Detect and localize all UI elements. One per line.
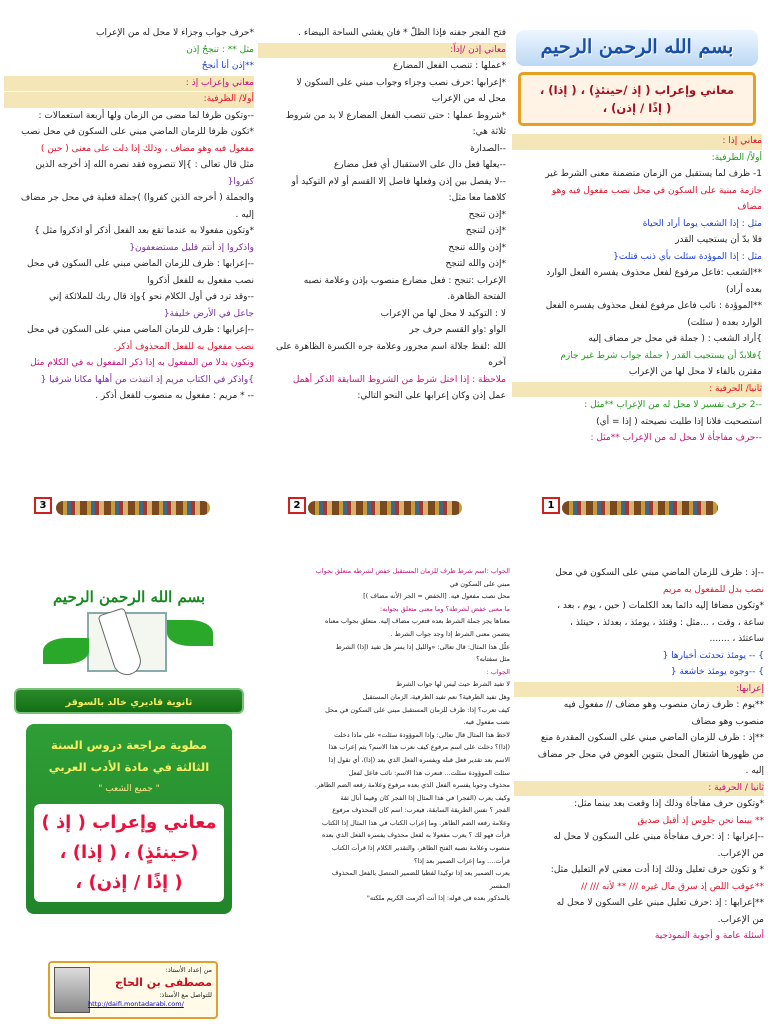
books-decoration bbox=[56, 501, 210, 515]
example-line: *إذن والله لتنجح bbox=[445, 259, 506, 269]
leaf-icon bbox=[167, 620, 213, 646]
text-line: نصب مفعول به للفعل أذكروا bbox=[147, 275, 254, 286]
example-line: *إذن لتنجح bbox=[465, 226, 506, 236]
example-line: } --وجوه يومئذ خاشعة { bbox=[670, 667, 764, 677]
text-line: إليه . bbox=[235, 209, 254, 220]
author-name: مصطفى بن الحاج bbox=[115, 976, 212, 989]
section-heading: معاني وإعراب إذ : bbox=[4, 76, 254, 92]
text-line: مثل قال تعالى : }إلا تنصروه فقد نصره الله إذ أخرجه الذين bbox=[35, 160, 254, 170]
books-decoration bbox=[308, 501, 462, 515]
text-line: ساعة ، وقت ، ...مثل : وقتئذ ، يومئذ ، بعدئذ ، حينئذ ، bbox=[569, 617, 764, 628]
text-line: مبني على السكون في bbox=[449, 579, 510, 588]
text-line: كيف تعرب؟ إذا: ظرف للزمان المستقبل مبني على السكون في محل bbox=[325, 705, 510, 714]
example-line: *إذن تنجح bbox=[468, 209, 506, 220]
text-line: نصب بدل للمفعول به مريم bbox=[663, 584, 764, 595]
text-line: *وتكون مضافا إليه دائما بعد الكلمات ( حين ، يوم ، بعد ، bbox=[557, 601, 764, 611]
text-line: عمل إذن وكان إعرابها على النحو التالي: bbox=[357, 391, 506, 401]
text-line: الفتحة الظاهرة. bbox=[447, 292, 506, 302]
text-line: *عملها : تنصب الفعل المضارع bbox=[393, 61, 506, 71]
text-line: لا تفيد الشرط حيث ليس لها جواب الشرط bbox=[396, 680, 510, 689]
text-line: فتح الفجر جفنه فإذا الظلّ * فان يغشي الساحة البيضاء . bbox=[298, 28, 506, 38]
text-line: --2 حرف تفسير لا محل له من الإعراب **مثل : bbox=[584, 400, 762, 410]
text-line: والجملة ( أخرجه الذين كفروا) )جملة فعلية في محل جر مضاف bbox=[20, 193, 254, 203]
author-box bbox=[48, 961, 218, 1019]
example-line: مثل : إذا الموؤدة سئلت بأي ذنب قتلت{ bbox=[613, 251, 762, 262]
bismillah-title: بسم الله الرحمن الرحيم bbox=[52, 588, 206, 606]
text-line: واذكروا إذ أنتم قليل مستضعفون{ bbox=[129, 242, 254, 253]
text-line: ساعتئذ ، ....... bbox=[709, 634, 764, 644]
text-line: جازمة مبنية على السكون في محل نصب مفعول فيه وهو bbox=[551, 185, 762, 196]
text-line: الوارد بعده ( سئلت) bbox=[687, 317, 762, 328]
text-line: نصب مفعول فيه. bbox=[463, 718, 510, 727]
text-line: الإعراب :تنجح : فعل مضارع منصوب بإذن وعلامة نصبه bbox=[303, 275, 506, 286]
lesson-title bbox=[518, 72, 756, 126]
text-line: *تكون ظرفا للزمان الماضي مبني على السكون في محل نصب bbox=[21, 127, 254, 137]
page-number: 3 bbox=[34, 497, 52, 514]
text-line: الواو :واو القسم حرف جر bbox=[409, 325, 506, 335]
section-heading: أولاً/ الظرفية: bbox=[711, 152, 762, 163]
text-line: استصحبت فلانا إذا طلبت نصيحته ( إذا = أي) bbox=[596, 416, 762, 427]
text-line: --لا يفصل بين إذن وفعلها فاصل إلا القسم أو لام التوكيد أو bbox=[291, 176, 506, 187]
text-line: نصب مفعول به للفعل المحذوف أذكر. bbox=[113, 341, 254, 352]
text-line: علّل هذا المثال: قال تعالى: «والليل إذا يسرِ هل تفيد (إذا) الشرط bbox=[335, 642, 510, 651]
author-url-link[interactable]: http://daifi.montadarabi.com/ bbox=[88, 1000, 184, 1008]
text-line: **إعرابها : إذ :حرف تعليل مبني على السكون لا محل له bbox=[556, 898, 764, 908]
book-footer bbox=[258, 495, 506, 521]
text-line: مضاف bbox=[737, 202, 762, 212]
text-line: **الموؤدة : نائب فاعل مرفوع لفعل محذوف يفسره الفعل bbox=[545, 301, 762, 311]
text-line: --إعرابها : إذ :حرف مفاجأة مبني على السكون لا محل له bbox=[553, 832, 764, 842]
text-line: لاحظ هذا المثال قال تعالى: وإذا الموؤودة سئلت» على ماذا دخلت bbox=[334, 730, 510, 739]
school-name: ثانوية قاديري خالد بالسوقر bbox=[14, 688, 244, 714]
text-line: يعرب الضمير بعد إذا توكيدا لفظيا للضمير المتصل بالفعل المحذوف bbox=[331, 869, 510, 878]
cover-lesson-line: ( إذًا / إذن) ، bbox=[75, 872, 183, 893]
pen-logo bbox=[29, 610, 229, 682]
text-line: سئلت الموؤودة سئلت... فنعرب هذا الاسم: نائب فاعل لفعل bbox=[348, 768, 510, 777]
example-line: } -- يومئذ تحدثت أخبارها { bbox=[662, 650, 764, 661]
text-line: جاعل في الأرض خليفة{ bbox=[163, 308, 254, 319]
text-line: ثلاثة هي: bbox=[472, 127, 506, 137]
text-line: الجواب : bbox=[486, 667, 510, 676]
example-line: ** بينما نحن جلوس إذ أقبل صديق bbox=[637, 815, 764, 826]
text-line: مقترن بالفاء لا محل لها من الإعراب bbox=[628, 367, 762, 377]
text-line: *إعرابها :حرف نصب وجزاء وجواب مبني على السكون لا bbox=[296, 77, 506, 88]
books-decoration bbox=[562, 501, 718, 515]
section-heading: أسئلة عامة و أجوبة النموذجية bbox=[654, 931, 764, 941]
author-photo bbox=[54, 967, 90, 1013]
cover-lesson-title bbox=[34, 804, 224, 902]
example-line: **عوقب اللص إذ سرق مال غيره /// ** لأنه /// // bbox=[581, 881, 764, 892]
page-number: 2 bbox=[288, 497, 306, 514]
book-footer bbox=[4, 495, 254, 521]
text-line: كفروا{ bbox=[227, 176, 254, 187]
text-line: الجواب :اسم شرط ظرف للزمان المستقبل خفض لشرطه متعلق بجواب bbox=[315, 567, 510, 575]
text-line: مفعول فيه وهو مضاف ، وذلك إذا دلت على معنى ( حين ) bbox=[40, 143, 254, 154]
section-heading: معاني إذن /إذاً: bbox=[258, 43, 506, 59]
page-3 bbox=[4, 26, 254, 521]
text-line: --يعلها فعل دال على الاستقبال أي فعل مضارع bbox=[333, 160, 506, 170]
text-line: من الإعراب. bbox=[717, 848, 764, 859]
page-2 bbox=[258, 26, 506, 521]
text-line: *حرف جواب وجزاء لا محل له من الإعراب bbox=[96, 28, 254, 38]
text-line: معناها يجر جملة الشرط بعده فتعرب مضاف إليه. متعلق بجواب معناه bbox=[324, 617, 510, 626]
text-line: * و تكون حرف تعليل وذلك إذا أدت معنى لام التعليل مثل: bbox=[550, 865, 764, 875]
text-line: --الصدارة bbox=[470, 143, 506, 154]
text-line: *وتكون حرف مفاجأة وذلك إذا وقعت بعد بينما مثل: bbox=[574, 799, 764, 809]
example-line: *إذن والله تنجح bbox=[448, 242, 506, 253]
section-heading: معاني إذا : bbox=[512, 134, 762, 150]
section-heading: إعرابها: bbox=[514, 682, 764, 698]
leaf-icon bbox=[43, 638, 89, 664]
text-line: لا : التوكيد لا محل لها من الإعراب bbox=[380, 308, 506, 319]
text-line: --إذ : ظرف للزمان الماضي مبني على السكون في محل bbox=[555, 568, 764, 578]
page-4 bbox=[514, 566, 764, 1022]
book-footer bbox=[512, 495, 762, 521]
text-line: --حرف مفاجأة لا محل له من الإعراب **مثل : bbox=[590, 433, 762, 443]
text-line: الله :لفظ جلالة اسم مجرور وعلامة جره الكسرة الظاهرة على bbox=[275, 341, 506, 352]
prepared-by-label: من إعداد الأستاذ: bbox=[165, 966, 212, 974]
text-line: *وتكون مفعولا به عندما تقع بعد الفعل أذكر أو اذكروا مثل } bbox=[34, 226, 254, 236]
cover-subtitle: " جميع الشعب " bbox=[98, 784, 160, 794]
text-line: يتضمن معنى الشرط إذا وجد جواب الشرط . bbox=[390, 629, 510, 638]
text-line: محذوف وجوبا يفسره الفعل الذي بعده مرفوع وعلامة رفعه الضم الظاهر. bbox=[314, 781, 510, 790]
text-line: محل نصب مفعول فيه. [الخفض = الجر (لأنه مضاف )] bbox=[363, 592, 510, 601]
text-line: 1- ظرف لما يستقبل من الزمان متضمنة معنى الشرط غير bbox=[545, 169, 762, 179]
page-number: 1 bbox=[542, 497, 560, 514]
text-line: من الإعراب. bbox=[717, 914, 764, 925]
text-line: الاسم بعد تقدير فعل قبله ويفسره الفعل الذي بعد (إذا)، أي تقول إذا bbox=[328, 755, 510, 764]
cover-lesson-line: معاني وإعراب ( إذ ) bbox=[41, 812, 217, 833]
text-line: --إعرابها : ظرف للزمان الماضي مبني على السكون في محل bbox=[26, 325, 254, 335]
text-line: --وتكون ظرفا لما مضى من الزمان ولها أربعة استعمالات : bbox=[38, 110, 254, 121]
contact-label: للتواصل مع الأستاذ: bbox=[159, 991, 212, 999]
text-line: }واذكر في الكتاب مريم إذ انتبذت من أهلها مكانا شرقيا { bbox=[40, 374, 254, 385]
section-heading: ثانيا / الحرفية : bbox=[514, 781, 764, 797]
section-heading: أولا/ الظرفية: bbox=[4, 92, 254, 108]
text-line: المفسر bbox=[489, 881, 510, 890]
text-line: وعلامة رفعه الضم الظاهر. وما إعراب الكتاب في هذا المثال إذا الكتاب bbox=[322, 818, 510, 827]
cover-title-line: الثالثة في مادة الأدب العربي bbox=[48, 760, 210, 774]
text-line: }فلابدّ أن يستجيب القدر ( جملة جواب شرط غير جازم bbox=[560, 350, 762, 361]
example-line: مثل ** : تنجحُ إذن bbox=[186, 44, 254, 55]
page-1 bbox=[512, 26, 762, 521]
text-line: وهل تفيد الظرفية؟ نعم تفيد الظرفية، الزمان المستقبل bbox=[362, 692, 510, 701]
text-line: **الشعب :فاعل مرفوع لفعل محذوف يفسره الفعل الوارد bbox=[546, 268, 762, 278]
cover-page bbox=[4, 566, 254, 1022]
section-heading: ثانيا/ الحرفية : bbox=[512, 382, 762, 398]
text-line: منصوب وعلامة نصبه الفتح الظاهر، والتقدير الكلام إذا قرأت الكتاب bbox=[331, 844, 510, 853]
text-line: وتكون بدلا من المفعول به إذا ذكر المفعول به في الكلام مثل bbox=[30, 358, 254, 368]
text-line: قرأت فهو لك ؟ يعرب مفعولا به لفعل محذوف يفسره الفعل الذي بعده bbox=[321, 831, 510, 840]
text-line: كلاهما معا مثل: bbox=[448, 193, 506, 203]
text-line: --وقد ترد في أول الكلام نحو }وإذ قال ربك للملائكة إني bbox=[49, 292, 254, 302]
text-line: (إذا)؟ دخلت على اسم مرفوع كيف نعرب هذا الاسم؟ يتم إعراب هذا bbox=[328, 743, 510, 752]
text-line: وكيف يعرب (الفجر) في هذا المثال إذا الفجر كان وفيما أنال ثقة bbox=[340, 793, 510, 802]
text-line: آخره bbox=[488, 358, 506, 368]
page-5 bbox=[258, 566, 510, 1022]
title-line: ( إذًا / إذن) ، bbox=[602, 101, 672, 115]
text-line: *شروط عملها : حتى تنصب الفعل المضارع لا بد من شروط bbox=[285, 110, 506, 121]
text-line: بالمذكور بعده في قوله: إذا أنت أكرمت الكريم ملكته" bbox=[366, 894, 510, 903]
cover-title-line: مطوية مراجعة دروس السنة bbox=[51, 738, 207, 752]
text-line: }أراد الشعب : ( جملة في محل جر مضاف إليه bbox=[588, 334, 762, 344]
example-line: **إذن أنا أنجحُ bbox=[201, 61, 254, 71]
example-line: فلا بدّ أن يستجيب القدر bbox=[675, 235, 762, 245]
text-line: إليه . bbox=[745, 766, 764, 776]
text-line: قرأت.... وما إعراب الضمير بعد إذا؟ bbox=[413, 856, 510, 865]
example-line: مثل : إذا الشعب يوما أراد الحياة bbox=[642, 218, 762, 229]
text-line: **إذ : ظرف للزمان الماضي مبني على السكون المقدرة منع bbox=[540, 733, 764, 743]
bismillah-banner: بسم الله الرحمن الرحيم bbox=[516, 30, 758, 66]
text-line: بعده أراد) bbox=[725, 284, 762, 295]
text-line: محل له من الإعراب bbox=[431, 94, 506, 104]
text-line: --إعرابها : ظرف للزمان الماضي مبني على السكون في محل bbox=[26, 259, 254, 269]
text-line: الفجر ؟ نفس الطريقة السابقة، فيعرب: اسم كان المحذوف مرفوع bbox=[332, 806, 510, 815]
text-line: ملاحظة : إذا اختل شرط من الشروط السابقة الذكر أهمل bbox=[292, 374, 506, 385]
text-line: ما معنى خفض لشرطه؟ وما معنى متعلق بجوابه: bbox=[379, 604, 510, 613]
author-info bbox=[88, 966, 212, 1009]
text-line: من ظهورها اشتغال المحل بتنوين العوض في محل جر مضاف bbox=[537, 749, 764, 760]
cover-title-box bbox=[26, 724, 232, 914]
text-line: -- * مريم : مفعول به منصوب للفعل أذكر . bbox=[95, 391, 254, 401]
cover-lesson-line: (حينئذٍ) ، ( إذا) ، bbox=[59, 842, 199, 863]
text-line: **يوم : ظرف زمان منصوب وهو مضاف // مفعول فيه bbox=[563, 700, 764, 710]
text-line: مثل سفتابه؟ bbox=[476, 655, 510, 664]
title-line: معاني وإعراب ( إذ /حينئذٍ) ، ( إذا) ، bbox=[539, 83, 735, 97]
text-line: منصوب وهو مضاف bbox=[691, 716, 764, 727]
